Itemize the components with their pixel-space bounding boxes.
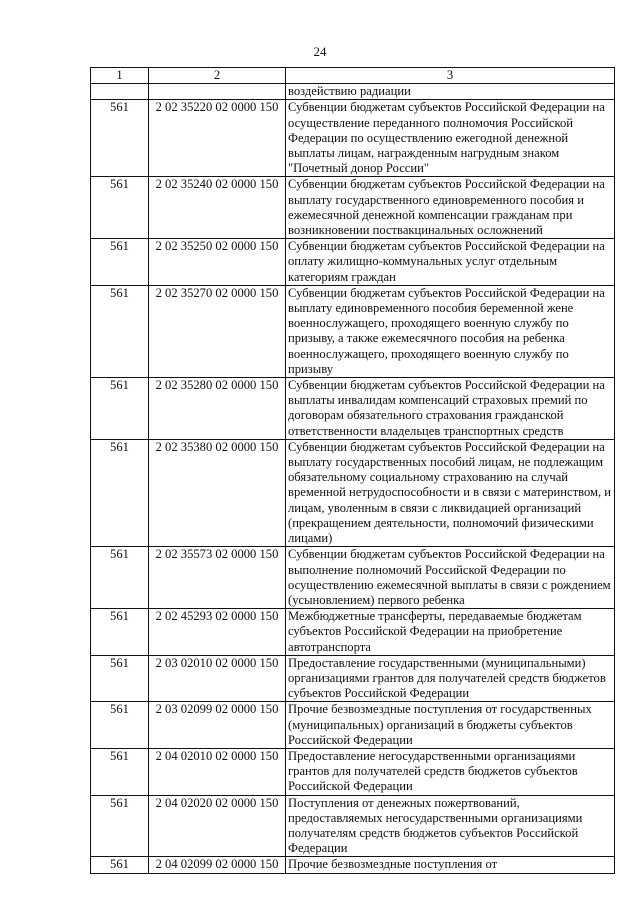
- revenue-code-cell: 2 04 02020 02 0000 150: [149, 795, 286, 857]
- revenue-name-cell: Субвенции бюджетам субъектов Российской Федерации на оплату жилищно-коммунальных услуг отдельным категориям граждан: [286, 239, 615, 286]
- revenue-name-cell: Предоставление негосударственными организациями грантов для получателей средств бюджетов субъектов Российской Федерации: [286, 748, 615, 795]
- revenue-name-cell: Поступления от денежных пожертвований, предоставляемых негосударственными организациями получателям средств бюджетов субъектов Российской Федерации: [286, 795, 615, 857]
- revenue-code-cell: 2 02 35240 02 0000 150: [149, 177, 286, 239]
- revenue-name-cell: Прочие безвозмездные поступления от: [286, 857, 615, 873]
- revenue-name-cell: Субвенции бюджетам субъектов Российской Федерации на выплату единовременного пособия беременной жене военнослужащего, проходящего военную службу по призыву, а также ежемесячного пособия на ребенка военнослужащего, проходящего военную службу по призыву: [286, 285, 615, 377]
- table-row: [91, 285, 615, 377]
- revenue-name-cell: воздействию радиации: [286, 84, 615, 100]
- table-row: [91, 100, 615, 177]
- revenue-name-cell: Субвенции бюджетам субъектов Российской Федерации на осуществление переданного полномочия Российской Федерации по осуществлению ежегодной денежной выплаты лицам, награжденным нагрудным знаком "Почетный донор России": [286, 100, 615, 177]
- table-row: [91, 378, 615, 440]
- table-header-row: [91, 68, 615, 84]
- revenue-name-cell: Субвенции бюджетам субъектов Российской Федерации на выплату государственных пособий лицам, не подлежащим обязательному социальному страхованию на случай временной нетрудоспособности и в связи с материнством, и лицам, уволенным в связи с ликвидацией организаций (прекращением деятельности, полномочий физическими лицами): [286, 439, 615, 546]
- continuation-row: [91, 84, 615, 100]
- table-row: [91, 795, 615, 857]
- admin-code-cell: 561: [91, 177, 149, 239]
- admin-code-cell: 561: [91, 857, 149, 873]
- revenue-code-cell: 2 02 35250 02 0000 150: [149, 239, 286, 286]
- table-row: [91, 857, 615, 873]
- revenue-name-cell: Субвенции бюджетам субъектов Российской Федерации на выполнение полномочий Российской Федерации по осуществлению ежемесячной выплаты в связи с рождением (усыновлением) первого ребенка: [286, 547, 615, 609]
- revenue-name-cell: Субвенции бюджетам субъектов Российской Федерации на выплату государственного единовременного пособия и ежемесячной денежной компенсации гражданам при возникновении поствакцинальных осложнений: [286, 177, 615, 239]
- revenue-code-cell: 2 02 35573 02 0000 150: [149, 547, 286, 609]
- revenue-code-cell: 2 02 35380 02 0000 150: [149, 439, 286, 546]
- revenue-name-cell: Прочие безвозмездные поступления от государственных (муниципальных) организаций в бюджеты субъектов Российской Федерации: [286, 702, 615, 749]
- revenue-code-cell: 2 03 02010 02 0000 150: [149, 655, 286, 702]
- admin-code-cell: 561: [91, 378, 149, 440]
- revenue-code-cell: 2 04 02010 02 0000 150: [149, 748, 286, 795]
- revenue-code-cell: 2 04 02099 02 0000 150: [149, 857, 286, 873]
- admin-code-cell: 561: [91, 609, 149, 656]
- admin-code-cell: 561: [91, 702, 149, 749]
- revenue-name-cell: Субвенции бюджетам субъектов Российской Федерации на выплаты инвалидам компенсаций страховых премий по договорам обязательного страхования гражданской ответственности владельцев транспортных средств: [286, 378, 615, 440]
- revenue-code-cell: [149, 84, 286, 100]
- column-header-3: 3: [286, 68, 615, 84]
- admin-code-cell: 561: [91, 795, 149, 857]
- admin-code-cell: 561: [91, 748, 149, 795]
- admin-code-cell: 561: [91, 100, 149, 177]
- budget-revenue-table: [90, 67, 615, 874]
- admin-code-cell: 561: [91, 655, 149, 702]
- table-row: [91, 547, 615, 609]
- revenue-code-cell: 2 02 35220 02 0000 150: [149, 100, 286, 177]
- column-header-2: 2: [149, 68, 286, 84]
- revenue-name-cell: Предоставление государственными (муниципальными) организациями грантов для получателей средств бюджетов субъектов Российской Федерации: [286, 655, 615, 702]
- admin-code-cell: 561: [91, 439, 149, 546]
- revenue-name-cell: Межбюджетные трансферты, передаваемые бюджетам субъектов Российской Федерации на приобретение автотранспорта: [286, 609, 615, 656]
- table-row: [91, 609, 615, 656]
- revenue-code-cell: 2 02 35270 02 0000 150: [149, 285, 286, 377]
- revenue-code-cell: 2 03 02099 02 0000 150: [149, 702, 286, 749]
- table-row: [91, 239, 615, 286]
- table-row: [91, 702, 615, 749]
- table-row: [91, 748, 615, 795]
- admin-code-cell: [91, 84, 149, 100]
- admin-code-cell: 561: [91, 239, 149, 286]
- admin-code-cell: 561: [91, 285, 149, 377]
- column-header-1: 1: [91, 68, 149, 84]
- revenue-code-cell: 2 02 45293 02 0000 150: [149, 609, 286, 656]
- revenue-code-cell: 2 02 35280 02 0000 150: [149, 378, 286, 440]
- table-row: [91, 177, 615, 239]
- table-row: [91, 439, 615, 546]
- admin-code-cell: 561: [91, 547, 149, 609]
- page-number: 24: [313, 44, 327, 59]
- table-row: [91, 655, 615, 702]
